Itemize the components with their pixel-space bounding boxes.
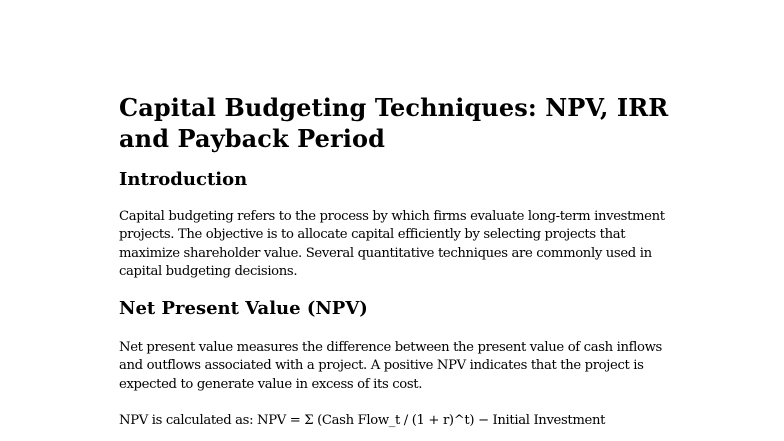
section-heading-introduction: Introduction xyxy=(119,169,248,190)
section-heading-npv: Net Present Value (NPV) xyxy=(119,298,368,319)
npv-formula-paragraph: NPV is calculated as: NPV = Σ (Cash Flow_t / (1 + r)^t) − Initial Investment xyxy=(119,413,606,428)
introduction-paragraph: Capital budgeting refers to the process by which firms evaluate long-term investment projects. The objective is to allocate capital efficiently by selecting projects that maximize shareholder value. Several quantitative techniques are commonly used in capital budgeting decisions. xyxy=(119,209,665,279)
npv-definition-paragraph: Net present value measures the difference between the present value of cash inflows and outflows associated with a project. A positive NPV indicates that the project is expected to generate value in excess of its cost. xyxy=(119,340,662,392)
document-title: Capital Budgeting Techniques: NPV, IRR and Payback Period xyxy=(119,93,669,153)
